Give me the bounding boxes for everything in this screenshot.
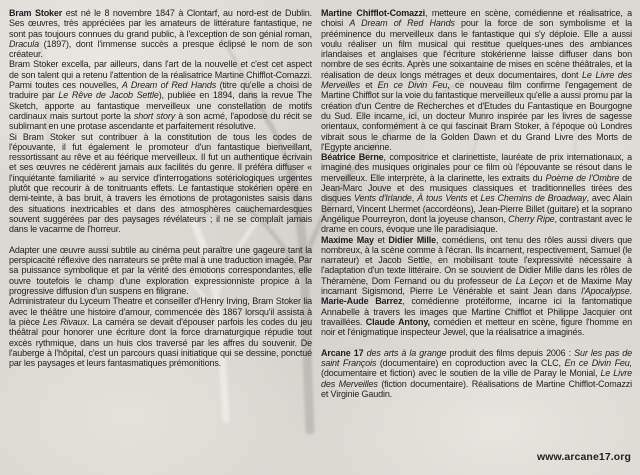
text-run: short story	[133, 110, 176, 121]
text-run: et	[373, 234, 389, 245]
text-run: A Dream of Red Hands	[121, 80, 217, 91]
paragraph	[321, 348, 632, 399]
paragraph-gap	[9, 235, 312, 245]
text-run: , compositrice et clarinettiste, lauréate de prix internationaux, a imaginé des musiques originales pour ce film où l'épouvante se résout dans le merveilleux. Elle interprète, à la clarinette, les extraits du	[321, 152, 632, 183]
paragraph	[321, 235, 632, 338]
text-run: et de Maxime May incarnant Sigismond, Pierre Le Vénérable et saint Jean dans	[321, 275, 633, 297]
text-run: A Dream of Red Hands	[349, 18, 455, 29]
text-run: , comédienne protéiforme, incarne ici la fantomatique Annabelle à travers les images que Martine Chifflot et Philippe Jacquier ont travaillées.	[321, 296, 632, 327]
text-run: Les Chemins de Broadway	[480, 193, 587, 204]
text-run: ,	[411, 193, 418, 204]
text-run: produit des films depuis 2006 :	[446, 347, 575, 358]
column-right	[321, 8, 632, 399]
text-run: Marie-Aude Barrez	[321, 296, 403, 307]
text-run: Sur les pas de saint François	[321, 347, 632, 369]
text-run: à son acmé, l'apodose du récit se sublimant en une protase ascendante et parfaitement résolutive.	[9, 110, 312, 132]
text-run: Administrateur du Lyceum Theatre et conseiller d'Henry Irving, Bram Stoker lia avec le théâtre une histoire d'amour, commencée dès 1867 lorsqu'il assista à la pièce	[9, 296, 312, 327]
website-url: www.arcane17.org	[537, 451, 631, 463]
text-run: Cherry Ripe	[508, 213, 555, 224]
text-run: comédien et metteur en scène, figure l'homme en noir et l'énigmatique inspecteur Jewel, que la réalisatrice a imaginés.	[321, 316, 632, 338]
text-run: pour la force de son symbolisme et la prééminence du merveilleux dans le fantastique qui s'y déploie. Elle a aussi voulu réaliser un film musical qui restitue quelques-unes des ambiances irlandaises et anglaises que l'écriture stokérienne laisse diffuser dans bon nombre de ses écrits. Après une soixantaine de mises en scène théâtrales, et la réalisation de deux longs métrages et deux documentaires, dont	[321, 18, 632, 80]
paragraph	[321, 152, 632, 234]
text-run: , ce nouveau film confirme l'engagement de Martine Chifflot sur la voie du fantastique merveilleux qu'elle a aussi promu par la création d'un Centre de Recherches et d'Etudes du Fantastique en Bourgogne du Sud. Elle incarne, ici, un docteur Munro inspirée par les livres de sagesse orientaux, conformément à ce qui fascinait Bram Stoker, à l'époque où Londres vibrait sous le charme de la Golden Dawn et du Grand Livre des Morts de l'Egypte ancienne.	[321, 80, 632, 152]
paragraph	[9, 296, 312, 368]
text-run: Si Bram Stoker sut contribuer à la constitution de tous les codes de l'épouvante, il fut également le promoteur d'un fantastique bienveillant, ressortissant au rêve et au féérique merveilleux. Il fut un authentique écrivain et ses œuvres ne cédèrent jamais aux facilités du genre. Il préféra diffuser « l'inquiétante familiarité » au service d'interrogations sotériologiques urgentes plutôt que recourir à de tonitruants effets. Le fantastique stokérien opère en demi-teinte, à bas bruit, à travers les émotions de protagonistes saisis dans des situations inextricables et dans des atmosphères cauchemardesques souvent suggérées par des paysages révélateurs ; il ne se complaît jamais dans le vacarme de l'horreur.	[9, 131, 312, 235]
text-run: des arts à la grange	[366, 347, 447, 358]
column-left	[9, 8, 312, 368]
text-run: Le Livre des Merveilles	[321, 368, 632, 389]
text-run: , metteure en scène, comédienne et réalisatrice, a choisi	[321, 8, 633, 29]
paragraph	[9, 59, 312, 131]
text-run: et	[467, 193, 481, 204]
paragraph	[9, 132, 312, 235]
text-run: Béatrice Berne	[321, 152, 384, 163]
text-run: , avec Alain Bernard, Vincent Lhermet (accordéons), Jean-Pierre Billet (guitare) et la soprano Angélique Pourreyron, dont la joyeuse chanson,	[321, 193, 632, 224]
text-run: (documentaire) en coproduction avec la CLC,	[376, 358, 565, 369]
text-run: Les Rivaux	[42, 316, 87, 327]
text-run: et	[360, 80, 378, 91]
text-run: Didier Mille	[388, 234, 436, 245]
text-run: , comédiens, ont tenu des rôles aussi divers que nombreux, à la scène comme à l'écran. Ils incarnent, respectivement, Samuel (le narrateur) et Jacob Settle, en mobilisant toute l'expressivité nécessaire à l'adaptation d'un texte littéraire. On se souvient de Didier Mille dans les rôles de Théramène, Dom Fernand ou du professeur de	[321, 234, 632, 286]
text-run: ), publiée en 1894, dans la revue The Sketch, apporte au fantastique merveilleux une constellation de motifs cardinaux mais surtout porte la	[9, 90, 312, 121]
text-run: Le Rêve de Jacob Settle	[58, 90, 159, 101]
paragraph	[9, 8, 312, 59]
text-run: (documentaire et fiction) avec le soutien de la ville de Paray le Monial,	[321, 368, 601, 379]
text-run: .	[629, 286, 632, 297]
text-run: (fiction documentaire). Réalisations de Martine Chifflot-Comazzi et Virginie Gaudin.	[321, 378, 632, 399]
text-run: . La caméra se devait d'épouser parfois les codes du jeu théâtral pour honorer une écriture dont la force dramaturgique répudie tout excès rythmique, dans un huis clos traversé par les affres du souvenir. De l'auberge à l'hôpital, c'est un parcours quasi initiatique qui se dessine, ponctué par les paysages et leurs fantasmatiques prémonitions.	[9, 316, 313, 369]
text-run: Maxime May	[321, 234, 374, 245]
text-run: Arcane 17	[321, 347, 364, 358]
text-run: Le Livre des Merveilles	[321, 69, 632, 91]
text-run: (1897), dont l'immense succès a presque éclipsé le nom de son créateur.	[9, 38, 312, 60]
text-run: l'Apocalypse	[581, 286, 630, 297]
text-run: En ce Divin Feu,	[564, 358, 632, 369]
text-run: Bram Stoker	[9, 8, 63, 18]
text-run: de Jean-Marc Jouve et des musiques classiques et traditionnelles tirées des disques	[321, 172, 632, 204]
text-run: Vents d'Irlande	[353, 193, 412, 204]
text-run: Adapter une œuvre aussi subtile au cinéma peut paraître une gageure tant la perspicacité réflexive des narrateurs se prête mal à une traduction imagée. Par sa puissance symbolique et par la vérité des émotions correspondantes, elle ouvre toutefois le champ d'une exploration expressionniste propice à la progressive diffusion d'un suspens en filigrane.	[9, 244, 312, 297]
text-run: Martine Chifflot-Comazzi	[321, 8, 426, 18]
paragraph	[9, 245, 312, 296]
text-run: La Leçon	[515, 275, 553, 286]
paragraph	[321, 8, 632, 152]
text-run: Poème de l'Ombre	[545, 172, 620, 183]
text-run: Bram Stoker excella, par ailleurs, dans l'art de la nouvelle et c'est cet aspect de son talent qui a retenu l'attention de la réalisatrice Martine Chifflot-Comazzi. Parmi toutes ces nouvelles,	[9, 59, 312, 91]
text-run: est né le 8 novembre 1847 à Clontarf, au nord-est de Dublin. Ses œuvres, très appréciées par les amateurs de littérature fantastique, ne sont pas toujours connues du grand public, à l'exception de son génial roman,	[9, 8, 313, 39]
paragraph-gap	[321, 338, 632, 348]
text-run: À tous Vents	[417, 193, 468, 204]
text-run: , contrastant avec le drame en cours, évoque une île paradisiaque.	[321, 213, 632, 235]
text-run: Dracula	[9, 38, 39, 49]
text-run: En ce Divin Feu	[377, 80, 448, 91]
text-run: (titre qu'elle a choisi de traduire par	[9, 80, 312, 101]
text-run: Claude Antony,	[365, 316, 430, 327]
